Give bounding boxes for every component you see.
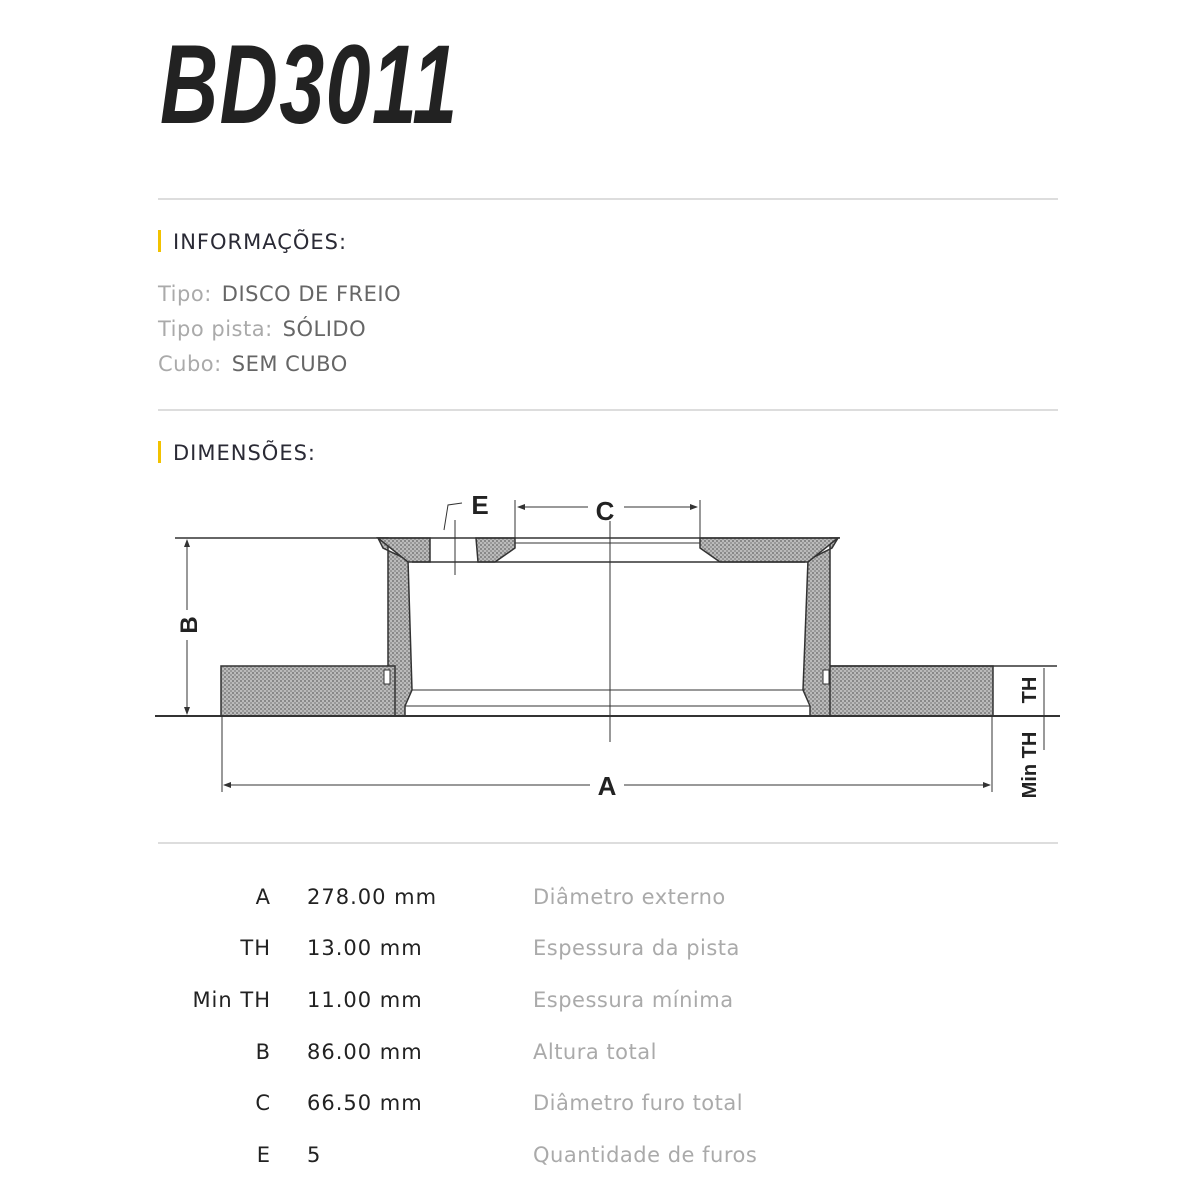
dimension-label: B (255, 1040, 271, 1064)
dimension-row (0, 885, 1200, 915)
product-code-title: BD3011 (160, 22, 459, 147)
dimension-description: Espessura da pista (533, 936, 740, 960)
dimension-description: Espessura mínima (533, 988, 734, 1012)
dimension-label: C (255, 1091, 271, 1115)
label-e: E (471, 490, 489, 520)
dimension-row (0, 1143, 1200, 1173)
dimension-description: Altura total (533, 1040, 657, 1064)
dimension-value: 5 (307, 1143, 322, 1167)
label-min-th: Min TH (1019, 731, 1041, 799)
label-c: C (595, 496, 615, 526)
dimension-label: E (256, 1143, 271, 1167)
info-heading-text: INFORMAÇÕES: (173, 230, 348, 254)
info-value: SEM CUBO (231, 352, 348, 376)
dimension-value: 66.50 mm (307, 1091, 423, 1115)
dimension-description: Diâmetro externo (533, 885, 726, 909)
dimension-value: 86.00 mm (307, 1040, 423, 1064)
dimension-label: TH (240, 936, 271, 960)
info-value: DISCO DE FREIO (221, 282, 402, 306)
info-key: Cubo: (158, 352, 222, 376)
dimension-value: 11.00 mm (307, 988, 423, 1012)
dimension-label: Min TH (192, 988, 271, 1012)
info-key: Tipo: (158, 282, 212, 306)
label-th: TH (1019, 676, 1041, 704)
dimension-description: Diâmetro furo total (533, 1091, 744, 1115)
dimension-row (0, 936, 1200, 966)
dimensions-heading-text: DIMENSÕES: (173, 441, 316, 465)
dimension-value: 13.00 mm (307, 936, 423, 960)
dimension-row (0, 1040, 1200, 1070)
label-a: A (597, 771, 617, 801)
hub-top-inner-left (476, 538, 515, 562)
label-b: B (176, 616, 203, 634)
dimension-row (0, 988, 1200, 1018)
dimension-value: 278.00 mm (307, 885, 438, 909)
dimension-row (0, 1091, 1200, 1121)
info-value: SÓLIDO (282, 317, 367, 341)
dimension-description: Quantidade de furos (533, 1143, 758, 1167)
disc-left-section (221, 538, 412, 716)
divider (158, 842, 1058, 844)
disc-right-section (803, 538, 993, 716)
info-key: Tipo pista: (158, 317, 273, 341)
dimension-label: A (255, 885, 271, 909)
